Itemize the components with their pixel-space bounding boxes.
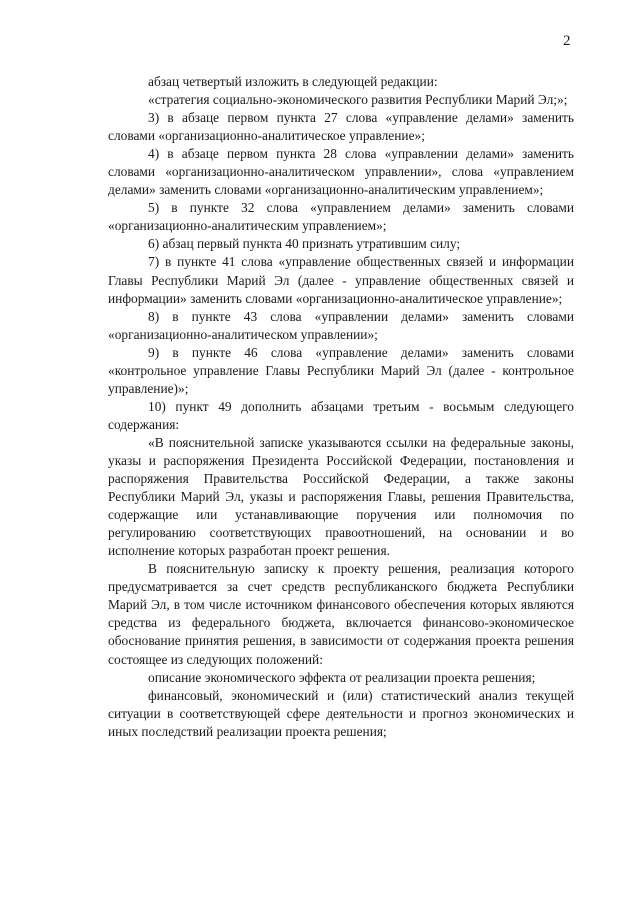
paragraph-12: В пояснительную записку к проекту решения, реализация которого предусматривается за счет средств республиканского бюджета Республики Марий Эл, в том числе источником финансового обеспечения которых являются средства из федерального бюджета, включается финансово-экономическое обоснование принятия решения, в зависимости от содержания проекта решения состоящее из следующих положений: — [108, 561, 574, 667]
paragraph-1: абзац четвертый изложить в следующей редакции: — [148, 74, 438, 89]
paragraph-6: 6) абзац первый пункта 40 признать утратившим силу; — [148, 236, 461, 252]
paragraph-2: «стратегия социально-экономического развития Республики Марий Эл;»; — [148, 92, 568, 108]
paragraph-8: 8) в пункте 43 слова «управлении делами» заменить словами «организационно-аналитическом управлении»; — [108, 308, 574, 342]
paragraph-9: 9) в пункте 46 слова «управление делами» заменить словами «контрольное управление Главы Республики Марий Эл (далее - контрольное управление)»; — [108, 344, 574, 396]
paragraph-5: 5) в пункте 32 слова «управлением делами» заменить словами «организационно-аналитическим управлением»; — [108, 200, 574, 234]
paragraph-7: 7) в пункте 41 слова «управление общественных связей и информации Главы Республики Марий Эл (далее - управление общественных связей и информации» заменить словами «организационно-аналитическое управление»; — [108, 254, 574, 306]
document-body — [108, 73, 574, 741]
paragraph-10: 10) пункт 49 дополнить абзацами третьим - восьмым следующего содержания: — [108, 398, 574, 432]
paragraph-4: 4) в абзаце первом пункта 28 слова «управлении делами» заменить словами «организационно-аналитическом управлении», слова «управлением делами» заменить словами «организационно-аналитическим управлением»; — [108, 146, 574, 198]
paragraph-14: финансовый, экономический и (или) статистический анализ текущей ситуации в соответствующей сфере деятельности и прогноз экономических и иных последствий реализации проекта решения; — [108, 687, 574, 739]
paragraph-11: «В пояснительной записке указываются ссылки на федеральные законы, указы и распоряжения Президента Российской Федерации, постановления и распоряжения Правительства Российской Федерации, а также законы Республики Марий Эл, указы и распоряжения Главы, решения Правительства, содержащие или устанавливающие поручения или полномочия по регулированию соответствующих правоотношений, на основании и во исполнение которых разработан проект решения. — [108, 434, 574, 559]
paragraph-13: описание экономического эффекта от реализации проекта решения; — [148, 669, 536, 685]
paragraph-3: 3) в абзаце первом пункта 27 слова «управление делами» заменить словами «организационно-аналитическое управление»; — [108, 110, 574, 144]
page-number: 2 — [563, 33, 571, 49]
